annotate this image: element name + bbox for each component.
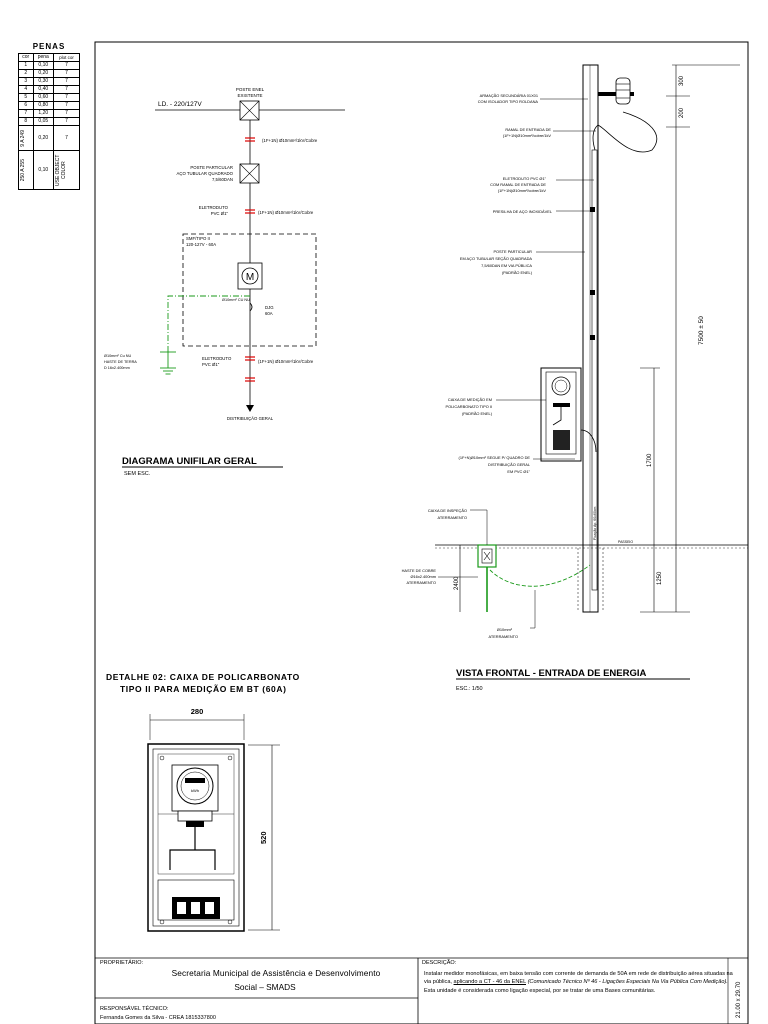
pen-cell: 4 xyxy=(19,86,34,94)
medicao-dashed-box xyxy=(183,234,316,346)
calcada-label: PASSEIO xyxy=(618,540,634,544)
haste-frontal-label: HASTE DE COBRE xyxy=(401,568,436,573)
pen-cell-text: 9 A 249 xyxy=(20,129,26,147)
vista-frontal xyxy=(402,65,748,692)
caixa-label: CAIXA DE MEDIÇÃO EM xyxy=(447,397,492,402)
callout-texts xyxy=(402,93,553,639)
service-drop xyxy=(598,112,657,152)
frontal-scale: ESC.: 1/50 xyxy=(456,686,483,692)
caixa-label: (PADRÃO ENEL) xyxy=(462,411,492,416)
sheet-size: 21.00 x 29.70 xyxy=(736,981,742,1018)
medidor-label: SMF/TIPO II xyxy=(186,236,210,241)
dim-1700: 1700 xyxy=(647,453,653,467)
pen-cell: 7 xyxy=(54,118,80,126)
eletroduto-label: COM RAMAL DE ENTRADA DE xyxy=(490,182,546,187)
descricao-italic: (Comunicado Técnico Nº 46 - Ligações Especiais Na Via Pública Com Medição). xyxy=(527,979,728,986)
arrow-down xyxy=(246,405,254,412)
detalhe-title: DETALHE 02: CAIXA DE POLICARBONATO xyxy=(106,672,300,682)
pen-cell: 0,80 xyxy=(33,102,54,110)
dimension-texts xyxy=(454,75,705,590)
medidor-label: 120-127V - 60A xyxy=(186,242,217,247)
insulator xyxy=(616,78,630,104)
unifilar-scale: SEM ESC. xyxy=(124,471,151,477)
pen-cell-text: USE OBJECT COLOR xyxy=(55,154,68,186)
meter-glyph: M xyxy=(245,272,255,283)
pen-cell: 5 xyxy=(19,94,34,102)
ramal-entrada-label: (1F+1N)Ø10mm²/cobre/1kV xyxy=(502,133,551,138)
pen-cell: 1,20 xyxy=(33,110,54,118)
pen-header-cor: cor xyxy=(19,54,34,62)
distribuicao-label: DISTRIBUIÇÃO GERAL xyxy=(226,416,274,421)
ramal-1-label: (1F+1N) Ø10mm²/1kV/Cobre xyxy=(262,138,318,143)
haste-label: Ø10mm² Cu NU xyxy=(104,354,132,358)
proprietario-label: PROPRIETÁRIO: xyxy=(100,960,144,966)
responsavel-label: RESPONSÁVEL TÉCNICO: xyxy=(100,1006,169,1012)
breaker-label: DJG xyxy=(265,305,274,310)
ramal-2-label: (1F+1N) Ø10mm²/1kV/Cobre xyxy=(258,210,314,215)
ld-label: LD. - 220/127V xyxy=(158,101,202,108)
eletroduto-2-label: PVC Ø1" xyxy=(202,362,220,367)
descricao-link: aplicando a CT - 46 da ENEL xyxy=(453,979,526,986)
pen-cell: 7 xyxy=(54,110,80,118)
pen-cell: 7 xyxy=(54,94,80,102)
descricao-part: Esta unidade é considerada como ligação especial, por se tratar de uma Bases comunitárias. xyxy=(424,987,656,994)
pen-cell: 6 xyxy=(19,102,34,110)
pen-cell: 7 xyxy=(19,110,34,118)
eletroduto-1-label: ELETRODUTO xyxy=(198,205,228,210)
poste-enel-label-1: POSTE ENEL xyxy=(235,87,265,92)
eletroduto-label: (1F+1N)Ø10mm²/cobre/1kV xyxy=(497,188,546,193)
presilha-label: PRESILHA DE AÇO INOXIDÁVEL xyxy=(492,209,552,214)
pen-cell: 3 xyxy=(19,78,34,86)
poste-label: 7,5/60DAN EM VIA PÚBLICA xyxy=(481,263,532,268)
dim-2400: 2400 xyxy=(454,576,460,590)
responsavel-name: Fernanda Gomes da Silva - CREA 1815337800 xyxy=(100,1015,216,1021)
poste-particular-label: 7,5/60DAN xyxy=(211,177,233,182)
segue-label: (1F+N)Ø10mm² SEGUE P/ QUADRO DE xyxy=(458,455,530,460)
aterramento-label: Ø10mm² xyxy=(496,627,512,632)
detalhe-width: 280 xyxy=(190,707,204,716)
pen-cell: 0,40 xyxy=(33,86,54,94)
unifilar-title: DIAGRAMA UNIFILAR GERAL xyxy=(122,456,257,467)
pen-cell: 0,10 xyxy=(33,62,54,70)
pen-cell: 0,60 xyxy=(33,94,54,102)
detalhe-02 xyxy=(106,672,300,931)
descricao-part: Instalar medidor monofásicas, em baixa tensão com corrente de demanda de 50A em rede de distribuição aérea situadas na via pública, xyxy=(424,971,733,986)
pen-cell: 0,20 xyxy=(33,70,54,78)
clamp xyxy=(590,207,595,212)
poste-label: POSTE PARTICULAR xyxy=(493,249,532,254)
descricao-label: DESCRIÇÃO: xyxy=(422,960,457,966)
pen-cell: 0,05 xyxy=(33,118,54,126)
eletroduto-label: ELETRODUTO PVC Ø1" xyxy=(502,176,546,181)
haste-frontal-label: ATERRAMENTO xyxy=(406,580,436,585)
detalhe-meter-label: kWh xyxy=(191,788,199,793)
eletroduto-1-label: PVC Ø1" xyxy=(210,211,228,216)
aterramento-label: ATERRAMENTO xyxy=(488,634,518,639)
poste-particular-label: AÇO TUBULAR QUADRADO xyxy=(176,171,233,176)
pen-cell: 7 xyxy=(54,62,80,70)
armacao-label: ARMAÇÃO SECUNDÁRIA 01X01 xyxy=(479,93,538,98)
armacao-label: COM ISOLADOR TIPO ROLDANA xyxy=(477,99,538,104)
pen-cell: 8 xyxy=(19,118,34,126)
detalhe-height: 520 xyxy=(259,831,268,844)
eletroduto-2-label: ELETRODUTO xyxy=(202,356,232,361)
pen-table-title: PENAS xyxy=(32,42,66,51)
dim-1250: 1250 xyxy=(657,571,663,585)
haste-frontal-label: Ø16x2.400mm xyxy=(410,574,436,579)
haste-label: D 16x2.400mm xyxy=(104,366,130,370)
ground-line xyxy=(168,296,250,352)
dim-300: 300 xyxy=(679,75,685,86)
dim-200: 200 xyxy=(679,107,685,118)
poste-enel-label-2: EXISTENTE xyxy=(237,93,263,98)
haste-label: HASTE DE TERRA xyxy=(104,360,137,364)
pen-header-pena: pena xyxy=(33,54,54,62)
segue-label: DISTRIBUIÇÃO GERAL xyxy=(488,462,530,467)
fixacao-label: Fixação Ap. 60x60cm xyxy=(593,506,597,540)
inspecao-label: CAIXA DE INSPEÇÃO xyxy=(427,508,467,513)
inspecao-label: ATERRAMENTO xyxy=(437,515,467,520)
pen-cell: 2 xyxy=(19,70,34,78)
ramal-3-label: (1F+1N) Ø10mm²/1kV/Cobre xyxy=(258,359,314,364)
poste-particular-label: POSTE PARTICULAR xyxy=(190,165,233,170)
unifilar-diagram xyxy=(104,87,345,477)
poste-label: (PADRÃO ENEL) xyxy=(502,270,532,275)
meter-breaker xyxy=(553,430,570,450)
pen-header-plot: plot cor xyxy=(54,54,80,62)
frontal-title: VISTA FRONTAL - ENTRADA DE ENERGIA xyxy=(456,668,647,679)
proprietario-name: Secretaria Municipal de Assistência e Desenvolvimento xyxy=(171,968,381,978)
segue-label: EM PVC Ø1" xyxy=(507,469,530,474)
pen-cell: 7 xyxy=(54,86,80,94)
ground-cable-label: Ø10mm² CU NU xyxy=(222,298,250,302)
earth-cable xyxy=(490,565,590,586)
descricao-text xyxy=(424,970,740,995)
pen-cell: 0,20 xyxy=(33,126,54,151)
ramal-entrada-label: RAMAL DE ENTRADA DE xyxy=(505,127,551,132)
pen-cell: 7 xyxy=(54,126,80,151)
pen-cell: 7 xyxy=(54,78,80,86)
pen-cell: 0,10 xyxy=(33,151,54,190)
detalhe-title: TIPO II PARA MEDIÇÃO EM BT (60A) xyxy=(120,684,287,694)
pen-cell: 1 xyxy=(19,62,34,70)
pen-cell: 7 xyxy=(54,70,80,78)
breaker-label: 60A xyxy=(265,311,273,316)
caixa-label: POLICARBONATO TIPO II xyxy=(445,404,492,409)
proprietario-name: Social – SMADS xyxy=(234,982,296,992)
pen-cell: 7 xyxy=(54,102,80,110)
pen-cell: 0,30 xyxy=(33,78,54,86)
poste-label: EM AÇO TUBULAR SEÇÃO QUADRADA xyxy=(459,256,532,261)
dim-7500: 7500 ± 50 xyxy=(698,316,705,345)
pen-cell-text: 250 A 255 xyxy=(20,158,26,182)
